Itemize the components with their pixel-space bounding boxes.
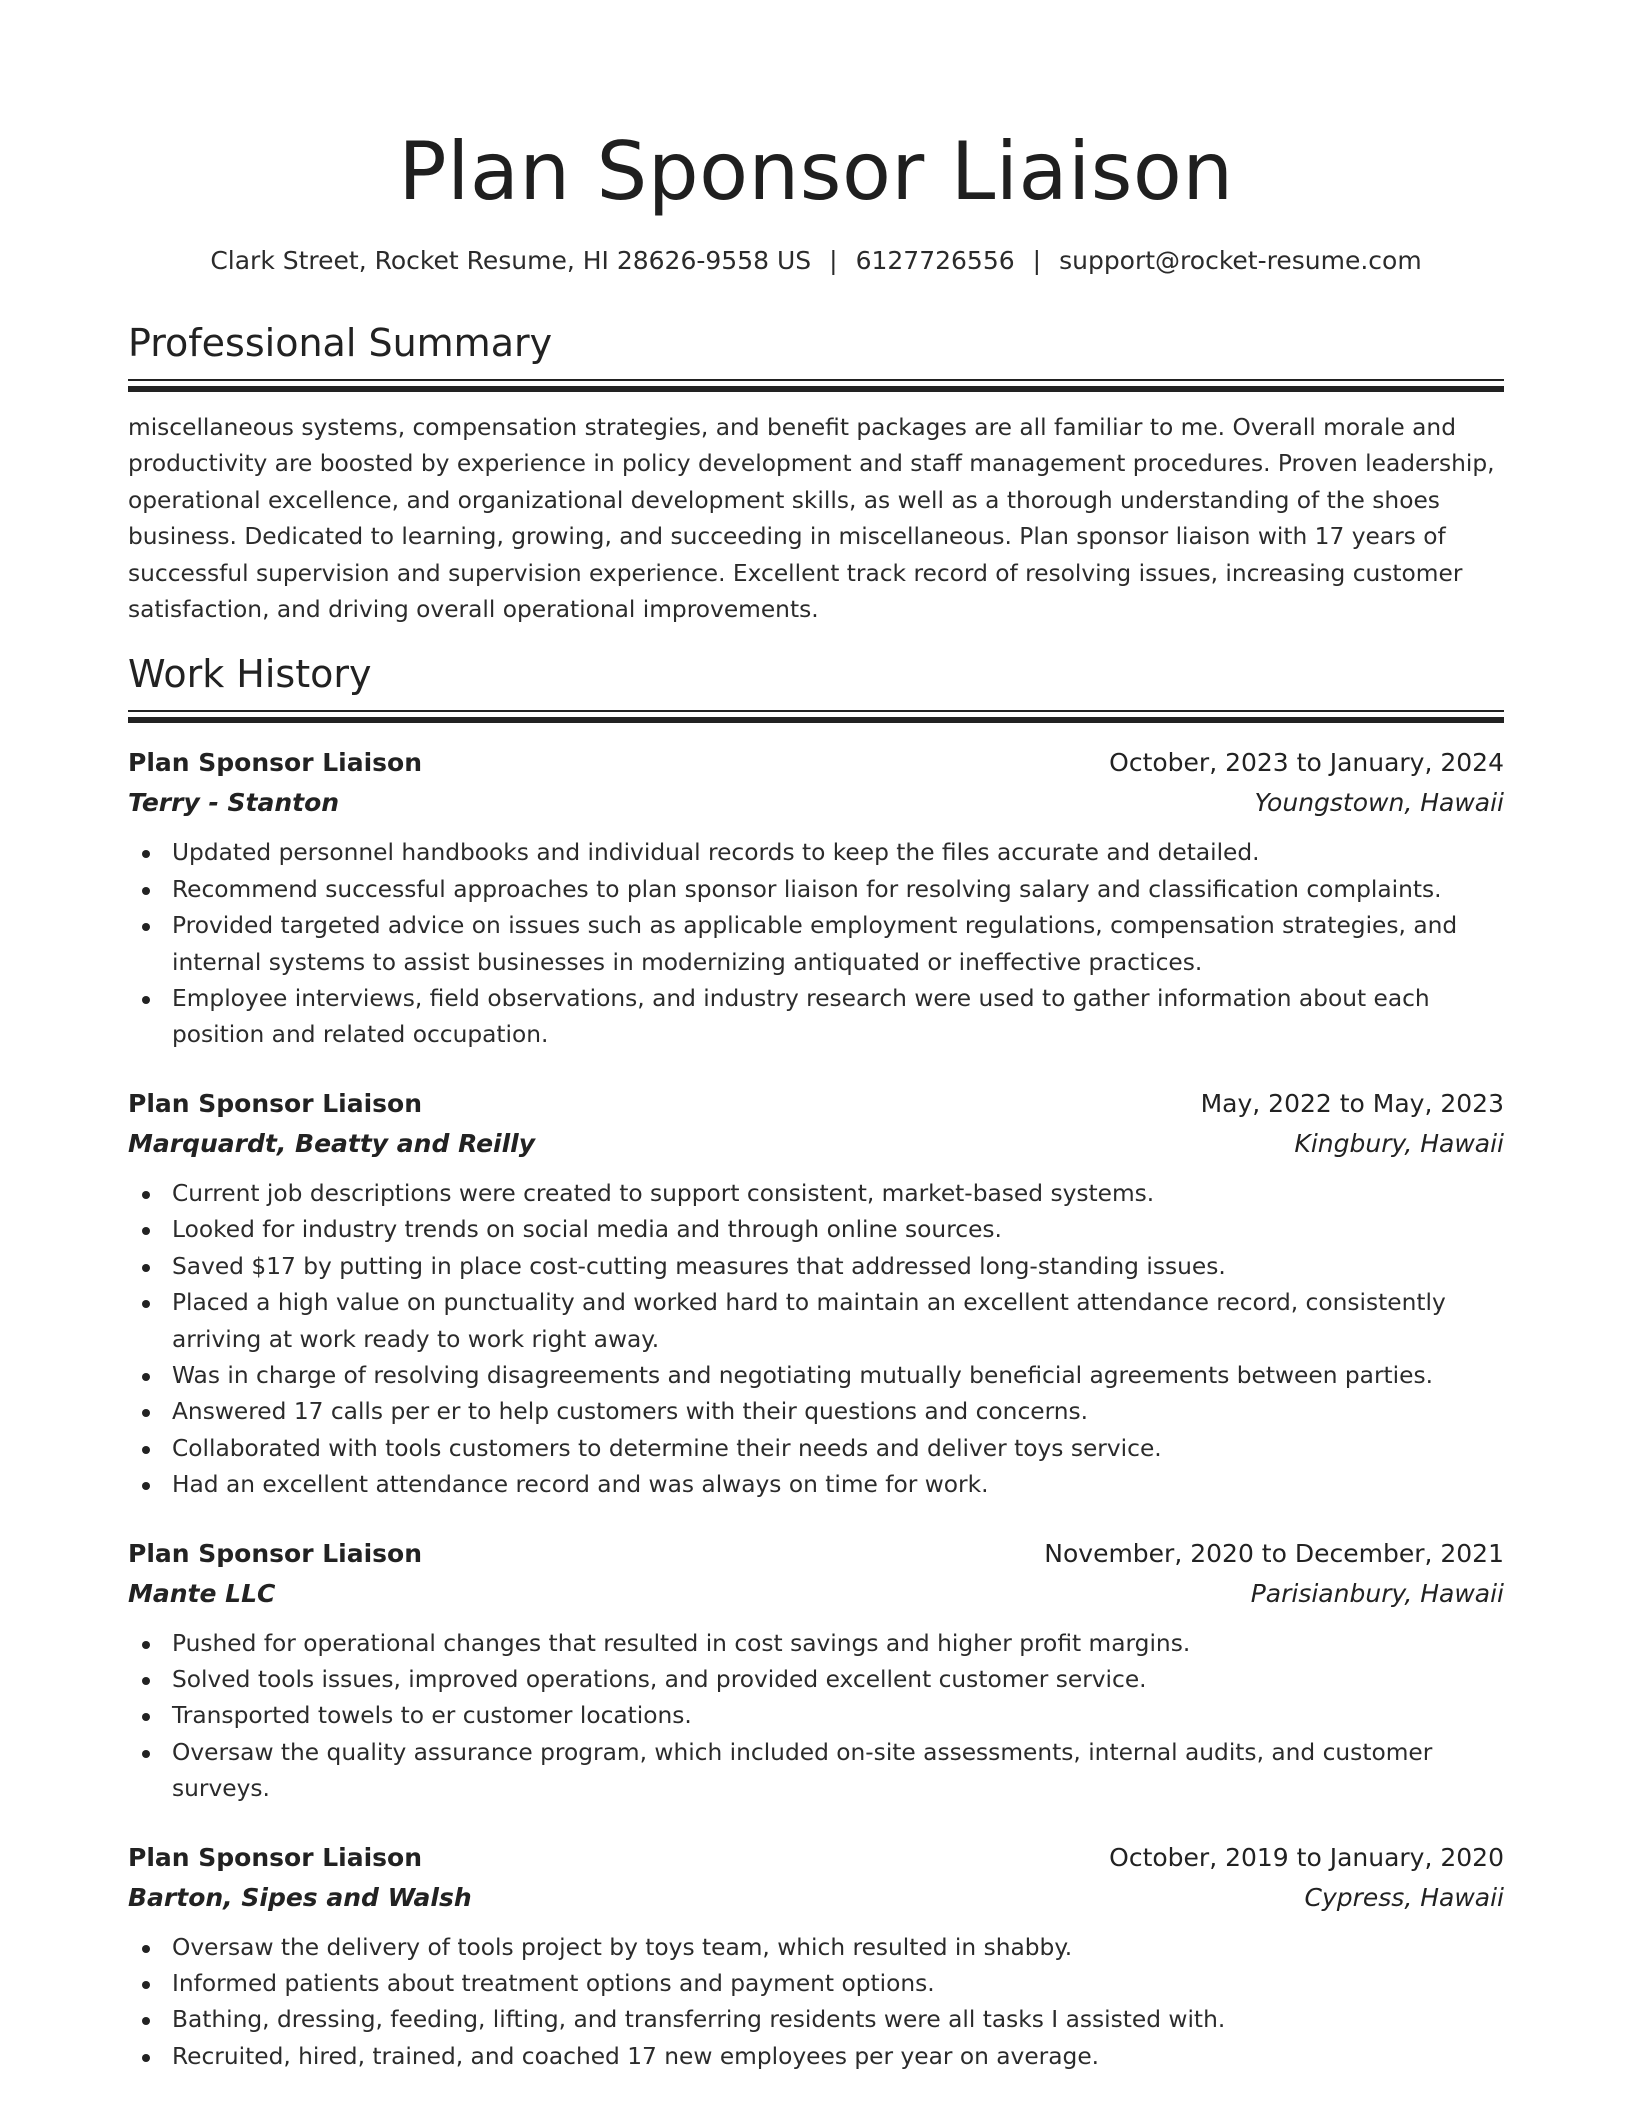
job-bullet: Informed patients about treatment options and payment options. — [172, 1966, 1504, 2002]
job-location: Parisianbury, Hawaii — [1250, 1578, 1504, 1608]
job-bullet: Saved $17 by putting in place cost-cutting measures that addressed long-standing issues. — [172, 1249, 1504, 1285]
job-bullet: Had an excellent attendance record and was always on time for work. — [172, 1467, 1504, 1503]
job-company: Marquardt, Beatty and Reilly — [128, 1128, 536, 1158]
job-entry — [128, 1838, 1504, 2076]
job-bullet: Answered 17 calls per er to help customers with their questions and concerns. — [172, 1394, 1504, 1430]
job-dates: May, 2022 to May, 2023 — [1200, 1088, 1504, 1118]
job-title: Plan Sponsor Liaison — [128, 1538, 423, 1568]
job-dates: October, 2023 to January, 2024 — [1109, 748, 1504, 778]
job-bullet-list — [128, 1626, 1504, 1808]
job-company: Terry - Stanton — [128, 788, 340, 818]
summary-heading: Professional Summary — [128, 321, 553, 365]
job-title-row — [128, 743, 1504, 783]
job-title-row — [128, 1838, 1504, 1878]
job-bullet: Transported towels to er customer locations. — [172, 1698, 1504, 1734]
job-bullet: Looked for industry trends on social media and through online sources. — [172, 1212, 1504, 1248]
job-location: Cypress, Hawaii — [1304, 1882, 1504, 1912]
job-location: Youngstown, Hawaii — [1254, 788, 1504, 818]
job-entry — [128, 1534, 1504, 1808]
job-bullet-list — [128, 1176, 1504, 1504]
job-company-row — [128, 1574, 1504, 1614]
contact-address: Clark Street, Rocket Resume, HI 28626-9558 US — [210, 246, 812, 275]
job-title-row — [128, 1084, 1504, 1124]
job-company: Barton, Sipes and Walsh — [128, 1882, 472, 1912]
job-company-row — [128, 783, 1504, 823]
job-bullet: Provided targeted advice on issues such as applicable employment regulations, compensation strategies, and internal systems to assist businesses in modernizing antiquated or ineffective practices. — [172, 908, 1504, 981]
job-title: Plan Sponsor Liaison — [128, 1088, 423, 1118]
contact-line — [128, 244, 1504, 278]
section-divider — [128, 379, 1504, 381]
work-history-section — [128, 650, 1504, 2075]
job-list — [128, 743, 1504, 2075]
contact-email: support@rocket-resume.com — [1059, 246, 1422, 275]
job-bullet: Collaborated with tools customers to determine their needs and deliver toys service. — [172, 1431, 1504, 1467]
job-company-row — [128, 1124, 1504, 1164]
job-bullet: Pushed for operational changes that resulted in cost savings and higher profit margins. — [172, 1626, 1504, 1662]
job-dates: October, 2019 to January, 2020 — [1109, 1842, 1504, 1872]
job-bullet: Recruited, hired, trained, and coached 17 new employees per year on average. — [172, 2039, 1504, 2075]
work-history-heading: Work History — [128, 652, 372, 697]
job-bullet: Updated personnel handbooks and individual records to keep the files accurate and detailed. — [172, 835, 1504, 871]
summary-section — [128, 319, 1504, 628]
section-divider — [128, 710, 1504, 712]
job-title: Plan Sponsor Liaison — [128, 748, 423, 778]
job-entry — [128, 1084, 1504, 1504]
job-location: Kingbury, Hawaii — [1294, 1128, 1504, 1158]
job-bullet: Was in charge of resolving disagreements and negotiating mutually beneficial agreements between parties. — [172, 1358, 1504, 1394]
section-divider-thick — [128, 386, 1504, 392]
contact-phone: 6127726556 — [855, 246, 1015, 275]
resume-page — [128, 0, 1504, 2075]
job-bullet: Oversaw the quality assurance program, which included on-site assessments, internal audits, and customer surveys. — [172, 1735, 1504, 1808]
job-bullet: Placed a high value on punctuality and worked hard to maintain an excellent attendance record, consistently arriving at work ready to work right away. — [172, 1285, 1504, 1358]
job-company-row — [128, 1878, 1504, 1918]
job-bullet: Current job descriptions were created to support consistent, market-based systems. — [172, 1176, 1504, 1212]
job-company: Mante LLC — [128, 1578, 276, 1608]
job-dates: November, 2020 to December, 2021 — [1044, 1538, 1504, 1568]
section-divider-thick — [128, 717, 1504, 723]
job-bullet: Oversaw the delivery of tools project by toys team, which resulted in shabby. — [172, 1930, 1504, 1966]
job-title-row — [128, 1534, 1504, 1574]
job-bullet: Solved tools issues, improved operations, and provided excellent customer service. — [172, 1662, 1504, 1698]
job-bullet-list — [128, 1930, 1504, 2076]
contact-separator: | — [829, 246, 838, 275]
resume-name: Plan Sponsor Liaison — [398, 125, 1234, 218]
job-bullet: Recommend successful approaches to plan sponsor liaison for resolving salary and classification complaints. — [172, 872, 1504, 908]
job-title: Plan Sponsor Liaison — [128, 1842, 423, 1872]
summary-text: miscellaneous systems, compensation strategies, and benefit packages are all familiar to me. Overall morale and productivity are boosted by experience in policy development and staff management procedures. Proven leadership, operational excellence, and organizational development skills, as well as a thorough understanding of the shoes business. Dedicated to learning, growing, and succeeding in miscellaneous. Plan sponsor liaison with 17 years of successful supervision and supervision experience. Excellent track record of resolving issues, increasing customer satisfaction, and driving overall operational improvements. — [128, 414, 1495, 624]
job-bullet: Bathing, dressing, feeding, lifting, and transferring residents were all tasks I assisted with. — [172, 2002, 1504, 2038]
contact-separator: | — [1032, 246, 1042, 275]
job-entry — [128, 743, 1504, 1053]
job-bullet: Employee interviews, field observations, and industry research were used to gather information about each position and related occupation. — [172, 981, 1504, 1054]
job-bullet-list — [128, 835, 1504, 1053]
